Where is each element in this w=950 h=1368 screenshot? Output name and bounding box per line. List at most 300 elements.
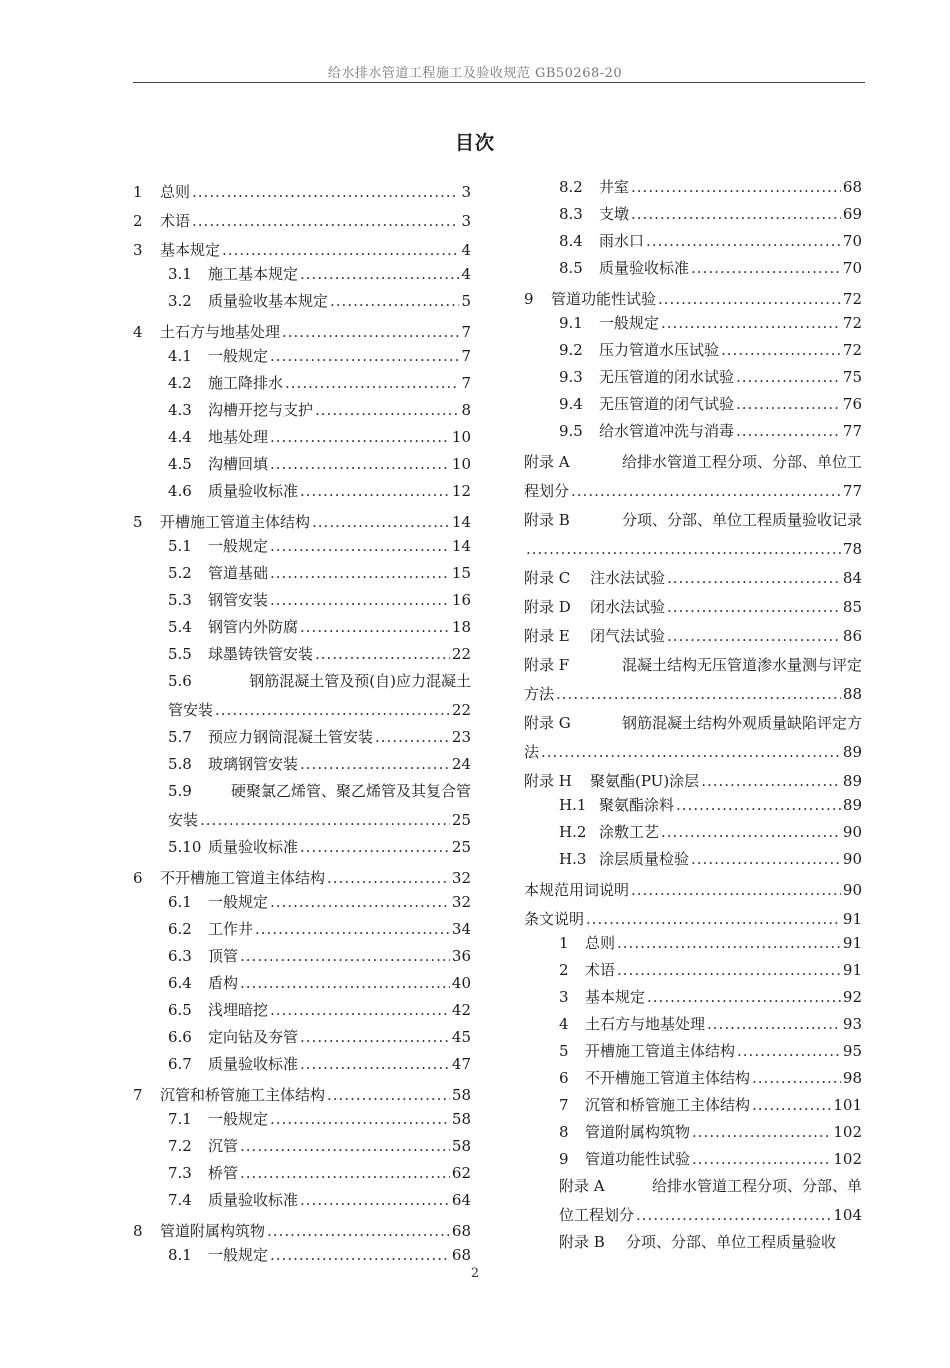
- toc-entry[interactable]: [524, 507, 862, 562]
- toc-entry-page: 86: [842, 627, 862, 645]
- dot-leader: [270, 997, 450, 1023]
- toc-entry[interactable]: [133, 179, 471, 205]
- toc-entry[interactable]: [524, 623, 862, 649]
- toc-entry-label: 不开槽施工管道主体结构: [160, 869, 326, 887]
- toc-entry-page: 69: [842, 205, 862, 223]
- toc-left-column: [133, 179, 471, 1268]
- toc-entry-label: 土石方与地基处理: [585, 1015, 706, 1033]
- toc-entry[interactable]: [524, 819, 862, 845]
- dot-leader: [676, 792, 841, 818]
- toc-entry-label: 管道附属构筑物: [585, 1123, 691, 1141]
- toc-entry-page: 102: [833, 1150, 862, 1168]
- toc-entry-label: 沟槽回填: [208, 455, 269, 473]
- toc-entry[interactable]: [524, 594, 862, 620]
- toc-entry-label: 井室: [599, 178, 630, 196]
- toc-entry[interactable]: [133, 208, 471, 234]
- toc-entry-label: 一般规定: [208, 1246, 269, 1264]
- toc-right-column: [524, 174, 862, 1255]
- toc-entry-continuation: 程划分: [524, 482, 570, 500]
- toc-entry-page: 5: [461, 292, 471, 310]
- toc-entry-label: 钢筋混凝土结构外观质量缺陷评定方: [621, 714, 862, 732]
- toc-entry[interactable]: [524, 286, 862, 312]
- toc-entry-label: 一般规定: [599, 314, 660, 332]
- toc-entry-page: 22: [451, 645, 471, 663]
- toc-entry-label: 混凝土结构无压管道渗水量测与评定: [621, 656, 862, 674]
- toc-entry-page: 68: [842, 178, 862, 196]
- toc-entry-number: 5: [559, 1042, 569, 1060]
- dot-leader: [586, 906, 841, 932]
- toc-entry-page: 92: [842, 988, 862, 1006]
- toc-entry[interactable]: [133, 943, 471, 969]
- toc-entry-number: 5.1: [168, 537, 192, 555]
- toc-entry-number: 附录 B: [559, 1233, 605, 1251]
- dot-leader: [282, 319, 459, 345]
- dot-leader: [691, 255, 841, 281]
- toc-entry[interactable]: [524, 1038, 862, 1064]
- toc-entry[interactable]: [133, 478, 471, 504]
- toc-entry-page: 7: [461, 347, 471, 365]
- dot-leader: [707, 1011, 841, 1037]
- toc-entry-label: 开槽施工管道主体结构: [160, 513, 311, 531]
- toc-entry-page: 77: [842, 482, 862, 500]
- toc-entry[interactable]: [133, 370, 471, 396]
- toc-entry-label: 总则: [160, 183, 191, 201]
- toc-entry-number: 9.1: [559, 314, 583, 332]
- dot-leader: [752, 1092, 831, 1118]
- dot-leader: [631, 201, 841, 227]
- dot-leader: [215, 697, 450, 723]
- toc-entry-label: 钢管内外防腐: [208, 618, 299, 636]
- dot-leader: [300, 751, 450, 777]
- toc-entry-page: 77: [842, 422, 862, 440]
- toc-entry[interactable]: [133, 560, 471, 586]
- toc-entry-label: 管道附属构筑物: [160, 1222, 266, 1240]
- toc-entry-label: 无压管道的闭水试验: [599, 368, 735, 386]
- dot-leader: [270, 889, 450, 915]
- toc-entry-label: 涂敷工艺: [599, 823, 660, 841]
- toc-entry-page: 75: [842, 368, 862, 386]
- toc-entry[interactable]: [524, 1229, 862, 1255]
- toc-entry[interactable]: [524, 957, 862, 983]
- toc-entry[interactable]: [133, 424, 471, 450]
- dot-leader: [255, 916, 450, 942]
- dot-leader: [661, 310, 841, 336]
- toc-entry-number: 3.2: [168, 292, 192, 310]
- toc-entry-page: 8: [461, 401, 471, 419]
- toc-entry-number: 7: [133, 1086, 143, 1104]
- dot-leader: [526, 536, 841, 562]
- toc-entry-page: 72: [842, 341, 862, 359]
- toc-entry-page: 10: [451, 428, 471, 446]
- toc-entry-continuation: 管安装: [168, 701, 214, 719]
- toc-entry[interactable]: [524, 1119, 862, 1145]
- toc-entry-label: 分项、分部、单位工程质量验收记录: [621, 511, 862, 529]
- toc-entry[interactable]: [133, 834, 471, 860]
- toc-entry-page: 7: [461, 323, 471, 341]
- toc-entry-label: 钢筋混凝土管及预(自)应力混凝土: [249, 672, 471, 690]
- toc-entry-page: 58: [451, 1086, 471, 1104]
- toc-entry-page: 34: [451, 920, 471, 938]
- toc-entry-page: 89: [842, 743, 862, 761]
- toc-entry[interactable]: [133, 970, 471, 996]
- toc-entry-label: 沉管和桥管施工主体结构: [585, 1096, 751, 1114]
- dot-leader: [571, 478, 841, 504]
- toc-entry-number: 4: [133, 323, 143, 341]
- toc-entry-label: 雨水口: [599, 232, 645, 250]
- toc-entry-label: 给水管道冲洗与消毒: [599, 422, 735, 440]
- dot-leader: [222, 237, 459, 263]
- toc-entry-label: 顶管: [208, 947, 239, 965]
- toc-entry-number: 4: [559, 1015, 569, 1033]
- toc-entry[interactable]: [133, 778, 471, 833]
- toc-entry[interactable]: [133, 1187, 471, 1213]
- toc-entry-continuation: 方法: [524, 685, 555, 703]
- toc-entry-page: 7: [461, 374, 471, 392]
- dot-leader: [658, 286, 841, 312]
- page-title: 目次: [454, 132, 495, 154]
- toc-entry-page: 58: [451, 1110, 471, 1128]
- toc-entry[interactable]: [524, 710, 862, 765]
- toc-entry-label: 注水法试验: [590, 569, 666, 587]
- toc-entry-label: 施工基本规定: [208, 265, 299, 283]
- toc-entry-page: 93: [842, 1015, 862, 1033]
- dot-leader: [270, 343, 459, 369]
- toc-entry-label: 浅埋暗挖: [208, 1001, 269, 1019]
- toc-entry-number: 7.4: [168, 1191, 192, 1209]
- toc-entry[interactable]: [524, 1092, 862, 1118]
- toc-entry-page: 70: [842, 259, 862, 277]
- toc-entry-number: 5.9: [168, 782, 192, 800]
- toc-entry-page: 72: [842, 314, 862, 332]
- dot-leader: [315, 397, 459, 423]
- toc-entry-number: 9: [559, 1150, 569, 1168]
- toc-entry-number: 附录 A: [524, 453, 570, 471]
- toc-entry-page: 24: [451, 755, 471, 773]
- toc-entry[interactable]: [133, 724, 471, 750]
- dot-leader: [736, 364, 841, 390]
- toc-entry-page: 45: [451, 1028, 471, 1046]
- toc-entry-page: 14: [451, 537, 471, 555]
- toc-entry-label: 闭水法试验: [590, 598, 666, 616]
- toc-entry-page: 16: [451, 591, 471, 609]
- toc-entry-number: 9.4: [559, 395, 583, 413]
- toc-entry-number: 8.3: [559, 205, 583, 223]
- toc-entry[interactable]: [524, 906, 862, 932]
- toc-entry-page: 101: [833, 1096, 862, 1114]
- dot-leader: [736, 391, 841, 417]
- toc-entry-page: 91: [842, 934, 862, 952]
- toc-entry[interactable]: [524, 1146, 862, 1172]
- toc-entry-number: 7.2: [168, 1137, 192, 1155]
- toc-entry[interactable]: [133, 533, 471, 559]
- toc-entry-label: 聚氨酯(PU)涂层: [590, 772, 700, 790]
- toc-entry-page: 95: [842, 1042, 862, 1060]
- toc-entry-label: 玻璃钢管安装: [208, 755, 299, 773]
- toc-entry-number: 6.5: [168, 1001, 192, 1019]
- toc-entry-label: 涂层质量检验: [599, 850, 690, 868]
- toc-entry-number: 4.2: [168, 374, 192, 392]
- toc-entry[interactable]: [133, 668, 471, 723]
- toc-entry[interactable]: [524, 364, 862, 390]
- toc-entry-number: 5: [133, 513, 143, 531]
- toc-entry-page: 90: [842, 850, 862, 868]
- toc-entry-number: 7: [559, 1096, 569, 1114]
- toc-entry[interactable]: [524, 449, 862, 504]
- toc-entry-label: 一般规定: [208, 537, 269, 555]
- toc-entry[interactable]: [524, 792, 862, 818]
- toc-entry[interactable]: [133, 1082, 471, 1108]
- toc-entry-page: 25: [451, 838, 471, 856]
- toc-entry-number: 7.1: [168, 1110, 192, 1128]
- toc-entry-number: 附录 H: [524, 772, 572, 790]
- toc-entry-number: 8.5: [559, 259, 583, 277]
- toc-entry[interactable]: [133, 865, 471, 891]
- toc-entry-label: 一般规定: [208, 1110, 269, 1128]
- toc-entry-page: 47: [451, 1055, 471, 1073]
- toc-entry-number: 5.10: [168, 838, 202, 856]
- toc-entry-number: 4.4: [168, 428, 192, 446]
- toc-entry-number: 8.2: [559, 178, 583, 196]
- toc-entry-page: 91: [842, 961, 862, 979]
- toc-entry[interactable]: [133, 343, 471, 369]
- toc-entry-label: 质量验收基本规定: [208, 292, 329, 310]
- toc-entry[interactable]: [524, 846, 862, 872]
- toc-entry-page: 91: [842, 910, 862, 928]
- toc-entry-page: 36: [451, 947, 471, 965]
- toc-entry[interactable]: [133, 1024, 471, 1050]
- toc-entry-label: 基本规定: [585, 988, 646, 1006]
- dot-leader: [192, 208, 459, 234]
- toc-entry-page: 32: [451, 869, 471, 887]
- dot-leader: [721, 337, 841, 363]
- toc-entry[interactable]: [524, 174, 862, 200]
- toc-entry-label: 支墩: [599, 205, 630, 223]
- dot-leader: [617, 957, 841, 983]
- toc-entry-number: 6.7: [168, 1055, 192, 1073]
- toc-entry-number: 6: [133, 869, 143, 887]
- toc-entry-number: 4.5: [168, 455, 192, 473]
- toc-entry-number: 5.4: [168, 618, 192, 636]
- toc-entry-label: 给排水管道工程分项、分部、单: [651, 1177, 862, 1195]
- toc-entry[interactable]: [133, 1133, 471, 1159]
- toc-entry-number: 5.6: [168, 672, 192, 690]
- dot-leader: [270, 1106, 450, 1132]
- dot-leader: [636, 1202, 831, 1228]
- toc-entry-label: 总则: [585, 934, 616, 952]
- toc-entry-number: 6.3: [168, 947, 192, 965]
- toc-entry[interactable]: [524, 930, 862, 956]
- toc-entry-number: 附录 C: [524, 569, 571, 587]
- dot-leader: [692, 1146, 831, 1172]
- toc-entry[interactable]: [524, 337, 862, 363]
- toc-entry[interactable]: [524, 201, 862, 227]
- toc-entry[interactable]: [133, 509, 471, 535]
- toc-entry-page: 22: [451, 701, 471, 719]
- toc-entry[interactable]: [133, 997, 471, 1023]
- dot-leader: [300, 1051, 450, 1077]
- toc-entry-number: 5.5: [168, 645, 192, 663]
- toc-entry-page: 15: [451, 564, 471, 582]
- dot-leader: [240, 970, 450, 996]
- dot-leader: [300, 478, 450, 504]
- dot-leader: [240, 1133, 450, 1159]
- toc-entry[interactable]: [133, 288, 471, 314]
- toc-entry[interactable]: [524, 984, 862, 1010]
- dot-leader: [631, 174, 841, 200]
- toc-entry-number: 6.4: [168, 974, 192, 992]
- toc-entry[interactable]: [524, 391, 862, 417]
- toc-entry[interactable]: [524, 1065, 862, 1091]
- dot-leader: [300, 834, 450, 860]
- toc-entry-page: 64: [451, 1191, 471, 1209]
- dot-leader: [300, 261, 459, 287]
- toc-entry-label: 给排水管道工程分项、分部、单位工: [621, 453, 862, 471]
- toc-entry-label: 开槽施工管道主体结构: [585, 1042, 736, 1060]
- toc-entry-page: 14: [451, 513, 471, 531]
- toc-entry[interactable]: [133, 237, 471, 263]
- toc-entry-page: 89: [842, 772, 862, 790]
- dot-leader: [192, 179, 459, 205]
- toc-entry-page: 4: [461, 241, 471, 259]
- toc-entry-continuation: 位工程划分: [559, 1206, 635, 1224]
- dot-leader: [300, 614, 450, 640]
- toc-entry-label: 一般规定: [208, 347, 269, 365]
- toc-entry[interactable]: [133, 1218, 471, 1244]
- toc-entry-number: 5.7: [168, 728, 192, 746]
- toc-entry-page: 12: [451, 482, 471, 500]
- toc-entry-number: 9.5: [559, 422, 583, 440]
- dot-leader: [270, 1242, 450, 1268]
- toc-entry-label: 管道功能性试验: [585, 1150, 691, 1168]
- toc-entry-page: 18: [451, 618, 471, 636]
- toc-entry-label: 管道功能性试验: [551, 290, 657, 308]
- toc-entry-label: 土石方与地基处理: [160, 323, 281, 341]
- toc-entry-number: 附录 E: [524, 627, 570, 645]
- toc-entry-label: 质量验收标准: [208, 482, 299, 500]
- toc-entry-label: 施工降排水: [208, 374, 284, 392]
- toc-entry-page: 58: [451, 1137, 471, 1155]
- toc-entry-number: 5.8: [168, 755, 192, 773]
- toc-entry-continuation: 法: [524, 743, 540, 761]
- toc-entry-label: 预应力钢筒混凝土管安装: [208, 728, 374, 746]
- toc-entry[interactable]: [133, 587, 471, 613]
- toc-entry-label: 分项、分部、单位工程质量验收: [626, 1233, 837, 1251]
- toc-entry[interactable]: [524, 1011, 862, 1037]
- toc-entry[interactable]: [133, 397, 471, 423]
- toc-entry-label: 质量验收标准: [208, 838, 299, 856]
- toc-entry-page: 84: [842, 569, 862, 587]
- dot-leader: [240, 1160, 450, 1186]
- toc-entry-number: 附录 G: [524, 714, 571, 732]
- dot-leader: [270, 451, 450, 477]
- toc-entry-number: 5.3: [168, 591, 192, 609]
- toc-entry[interactable]: [133, 1160, 471, 1186]
- toc-entry-label: 沟槽开挖与支护: [208, 401, 314, 419]
- toc-entry-label: 地基处理: [208, 428, 269, 446]
- toc-entry-number: 5.2: [168, 564, 192, 582]
- dot-leader: [330, 288, 459, 314]
- toc-entry-label: 质量验收标准: [208, 1191, 299, 1209]
- toc-entry-label: 本规范用词说明: [524, 881, 630, 899]
- toc-entry-page: 25: [451, 811, 471, 829]
- toc-entry[interactable]: [524, 565, 862, 591]
- toc-entry-number: H.3: [559, 850, 587, 868]
- toc-entry[interactable]: [133, 751, 471, 777]
- toc-entry[interactable]: [133, 1051, 471, 1077]
- dot-leader: [300, 1187, 450, 1213]
- toc-entry-number: 6.6: [168, 1028, 192, 1046]
- toc-entry[interactable]: [524, 255, 862, 281]
- toc-entry[interactable]: [133, 614, 471, 640]
- toc-entry-page: 85: [842, 598, 862, 616]
- toc-entry-label: 工作井: [208, 920, 254, 938]
- dot-leader: [267, 1218, 450, 1244]
- toc-entry-label: 条文说明: [524, 910, 585, 928]
- toc-entry[interactable]: [133, 319, 471, 345]
- dot-leader: [701, 768, 841, 794]
- dot-leader: [315, 641, 450, 667]
- toc-entry-number: 8.4: [559, 232, 583, 250]
- toc-entry[interactable]: [133, 641, 471, 667]
- dot-leader: [270, 560, 450, 586]
- header-rule: [133, 82, 865, 83]
- toc-entry-page: 90: [842, 881, 862, 899]
- dot-leader: [240, 943, 450, 969]
- toc-entry[interactable]: [524, 228, 862, 254]
- toc-entry[interactable]: [133, 1106, 471, 1132]
- toc-entry-page: 104: [833, 1206, 862, 1224]
- toc-entry-number: 8.1: [168, 1246, 192, 1264]
- toc-entry-number: 9: [524, 290, 534, 308]
- toc-entry-number: 3.1: [168, 265, 192, 283]
- dot-leader: [667, 623, 841, 649]
- toc-entry[interactable]: [524, 1173, 862, 1228]
- dot-leader: [667, 594, 841, 620]
- toc-entry[interactable]: [524, 418, 862, 444]
- toc-entry-page: 3: [461, 183, 471, 201]
- toc-entry[interactable]: [524, 768, 862, 794]
- dot-leader: [270, 533, 450, 559]
- toc-entry[interactable]: [133, 889, 471, 915]
- toc-entry-page: 42: [451, 1001, 471, 1019]
- toc-entry[interactable]: [524, 877, 862, 903]
- toc-entry-page: 40: [451, 974, 471, 992]
- toc-entry-number: 4.6: [168, 482, 192, 500]
- toc-entry-label: 闭气法试验: [590, 627, 666, 645]
- toc-entry[interactable]: [524, 652, 862, 707]
- toc-entry-label: 定向钻及夯管: [208, 1028, 299, 1046]
- toc-entry-number: 2: [559, 961, 569, 979]
- toc-entry-label: 质量验收标准: [599, 259, 690, 277]
- toc-entry-label: 管道基础: [208, 564, 269, 582]
- toc-entry[interactable]: [524, 310, 862, 336]
- toc-entry-page: 68: [451, 1222, 471, 1240]
- toc-entry[interactable]: [133, 261, 471, 287]
- toc-entry-page: 89: [842, 796, 862, 814]
- running-header: 给水排水管道工程施工及验收规范 GB50268-20: [327, 66, 623, 81]
- toc-entry-number: 附录 F: [524, 656, 570, 674]
- toc-entry-number: 4.1: [168, 347, 192, 365]
- toc-entry-number: 2: [133, 212, 143, 230]
- dot-leader: [327, 1082, 450, 1108]
- toc-entry-label: 聚氨酯涂料: [599, 796, 675, 814]
- toc-entry[interactable]: [133, 916, 471, 942]
- dot-leader: [736, 418, 841, 444]
- toc-entry[interactable]: [133, 1242, 471, 1268]
- toc-entry-number: H.2: [559, 823, 587, 841]
- toc-entry[interactable]: [133, 451, 471, 477]
- toc-entry-label: 质量验收标准: [208, 1055, 299, 1073]
